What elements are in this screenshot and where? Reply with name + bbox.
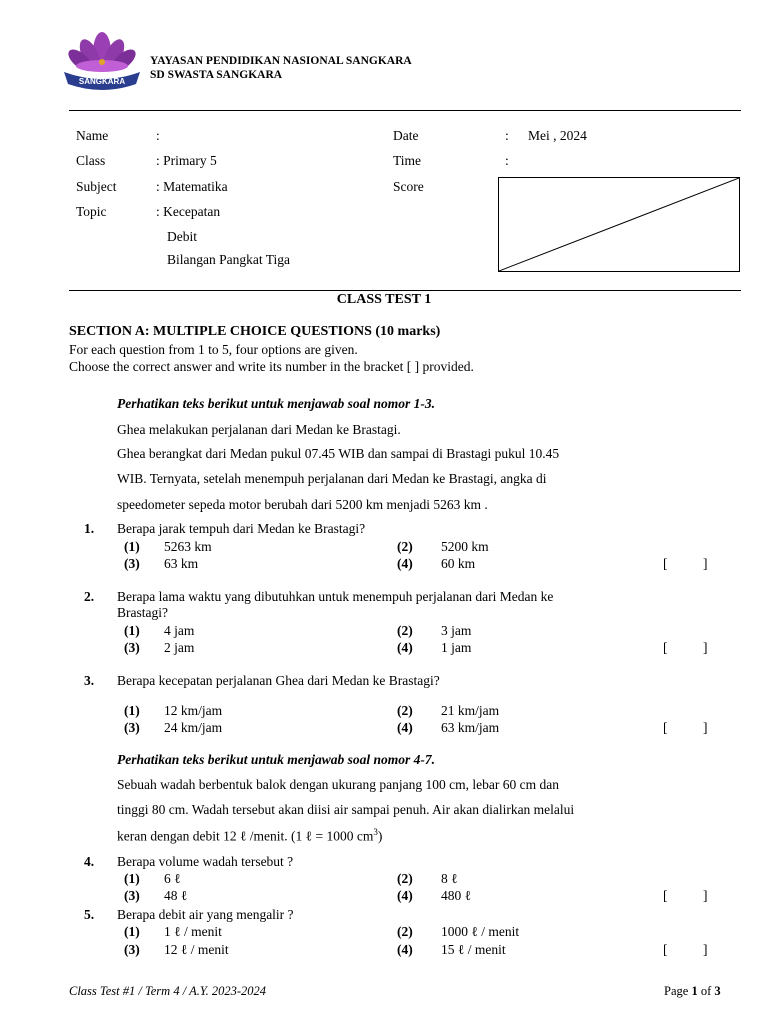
lotus-flower-icon — [65, 32, 139, 74]
topic-value: : Kecepatan — [156, 204, 221, 219]
passage-1-line: Ghea berangkat dari Medan pukul 07.45 WIB dan sampai di Brastagi pukul 10.45 — [117, 446, 560, 461]
option-text: 1000 ℓ / menit — [441, 924, 520, 939]
option-text: 12 km/jam — [164, 703, 223, 718]
question-text: Berapa jarak tempuh dari Medan ke Brastagi? — [117, 521, 366, 536]
topic-line-3: Bilangan Pangkat Tiga — [167, 252, 291, 267]
instruction-1: For each question from 1 to 5, four options are given. — [69, 342, 358, 357]
option-number: (2) — [397, 871, 413, 886]
question-number: 3. — [84, 673, 95, 688]
option-number: (3) — [124, 556, 140, 571]
option-number: (2) — [397, 703, 413, 718]
answer-bracket-open: [ — [663, 942, 668, 957]
option-number: (2) — [397, 924, 413, 939]
school-name: SD SWASTA SANGKARA — [150, 69, 283, 81]
answer-bracket-open: [ — [663, 556, 668, 571]
instruction-2: Choose the correct answer and write its number in the bracket [ ] provided. — [69, 359, 474, 374]
passage-2-text: ) — [377, 828, 383, 844]
of-word: of — [697, 984, 715, 998]
logo-text: SANGKARA — [78, 77, 126, 86]
date-value: Mei , 2024 — [528, 128, 587, 143]
option-number: (1) — [124, 623, 140, 638]
answer-bracket-close: ] — [703, 640, 708, 655]
option-text: 24 km/jam — [164, 720, 223, 735]
option-number: (3) — [124, 888, 140, 903]
option-number: (4) — [397, 556, 413, 571]
option-text: 8 ℓ — [441, 871, 458, 886]
date-colon: : — [505, 128, 509, 143]
option-number: (1) — [124, 539, 140, 554]
option-number: (3) — [124, 640, 140, 655]
question-number: 1. — [84, 521, 95, 536]
school-logo — [60, 22, 144, 94]
option-text: 63 km/jam — [441, 720, 500, 735]
divider — [69, 290, 741, 291]
option-text: 48 ℓ — [164, 888, 188, 903]
option-number: (3) — [124, 720, 140, 735]
option-number: (2) — [397, 623, 413, 638]
answer-bracket-open: [ — [663, 720, 668, 735]
answer-bracket-close: ] — [703, 942, 708, 957]
topic-line-2: Debit — [167, 229, 197, 244]
passage-1-heading: Perhatikan teks berikut untuk menjawab soal nomor 1-3. — [117, 396, 436, 411]
option-number: (4) — [397, 640, 413, 655]
option-number: (1) — [124, 703, 140, 718]
page-title: CLASS TEST 1 — [336, 292, 432, 307]
answer-bracket-close: ] — [703, 556, 708, 571]
question-text-continued: Brastagi? — [117, 605, 168, 620]
option-text: 1 jam — [441, 640, 472, 655]
name-value: : — [156, 128, 160, 143]
answer-bracket-close: ] — [703, 888, 708, 903]
superscript: 3 — [373, 827, 378, 837]
passage-1-line: WIB. Ternyata, setelah menempuh perjalanan dari Medan ke Brastagi, angka di — [117, 471, 547, 486]
option-text: 21 km/jam — [441, 703, 500, 718]
option-text: 60 km — [441, 556, 476, 571]
score-label: Score — [393, 179, 424, 194]
option-text: 15 ℓ / menit — [441, 942, 506, 957]
option-number: (4) — [397, 942, 413, 957]
time-colon: : — [505, 153, 509, 168]
time-label: Time — [393, 153, 422, 168]
passage-2-heading: Perhatikan teks berikut untuk menjawab soal nomor 4-7. — [117, 752, 436, 767]
option-number: (3) — [124, 942, 140, 957]
page-total: 3 — [714, 984, 721, 998]
score-box — [498, 177, 740, 272]
option-number: (1) — [124, 924, 140, 939]
section-heading: SECTION A: MULTIPLE CHOICE QUESTIONS (10 marks) — [69, 324, 441, 339]
question-text: Berapa kecepatan perjalanan Ghea dari Medan ke Brastagi? — [117, 673, 440, 688]
question-text: Berapa lama waktu yang dibutuhkan untuk menempuh perjalanan dari Medan ke — [117, 589, 554, 604]
score-box-diagonal — [499, 178, 739, 271]
option-text: 480 ℓ — [441, 888, 472, 903]
subject-label: Subject — [76, 179, 117, 194]
option-text: 2 jam — [164, 640, 195, 655]
passage-2-line: tinggi 80 cm. Wadah tersebut akan diisi air sampai penuh. Air akan dialirkan melalui — [117, 802, 575, 817]
option-text: 5263 km — [164, 539, 212, 554]
option-text: 3 jam — [441, 623, 472, 638]
passage-2-line — [117, 827, 382, 845]
passage-2-text: keran dengan debit 12 ℓ /menit. (1 ℓ = 1000 cm — [117, 828, 374, 844]
option-number: (2) — [397, 539, 413, 554]
answer-bracket-open: [ — [663, 640, 668, 655]
answer-bracket-close: ] — [703, 720, 708, 735]
date-label: Date — [393, 128, 419, 143]
option-number: (1) — [124, 871, 140, 886]
passage-1-line: Ghea melakukan perjalanan dari Medan ke Brastagi. — [117, 422, 401, 437]
option-text: 63 km — [164, 556, 199, 571]
subject-value: : Matematika — [156, 179, 228, 194]
option-text: 1 ℓ / menit — [164, 924, 222, 939]
page-word: Page — [664, 984, 692, 998]
question-text: Berapa debit air yang mengalir ? — [117, 907, 294, 922]
option-number: (4) — [397, 888, 413, 903]
page-current: 1 — [691, 984, 698, 998]
question-text: Berapa volume wadah tersebut ? — [117, 854, 294, 869]
name-label: Name — [76, 128, 109, 143]
option-number: (4) — [397, 720, 413, 735]
class-label: Class — [76, 153, 106, 168]
question-number: 2. — [84, 589, 95, 604]
page-number — [664, 984, 721, 999]
option-text: 6 ℓ — [164, 871, 181, 886]
topic-label: Topic — [76, 204, 107, 219]
answer-bracket-open: [ — [663, 888, 668, 903]
divider — [69, 110, 741, 111]
passage-2-line: Sebuah wadah berbentuk balok dengan ukurang panjang 100 cm, lebar 60 cm dan — [117, 777, 559, 792]
school-foundation: YAYASAN PENDIDIKAN NASIONAL SANGKARA — [150, 55, 412, 67]
class-value: : Primary 5 — [156, 153, 217, 168]
passage-1-line: speedometer sepeda motor berubah dari 5200 km menjadi 5263 km . — [117, 497, 488, 512]
question-number: 5. — [84, 907, 95, 922]
footer-label: Class Test #1 / Term 4 / A.Y. 2023-2024 — [69, 984, 267, 998]
option-text: 5200 km — [441, 539, 489, 554]
option-text: 12 ℓ / menit — [164, 942, 229, 957]
question-number: 4. — [84, 854, 95, 869]
option-text: 4 jam — [164, 623, 195, 638]
